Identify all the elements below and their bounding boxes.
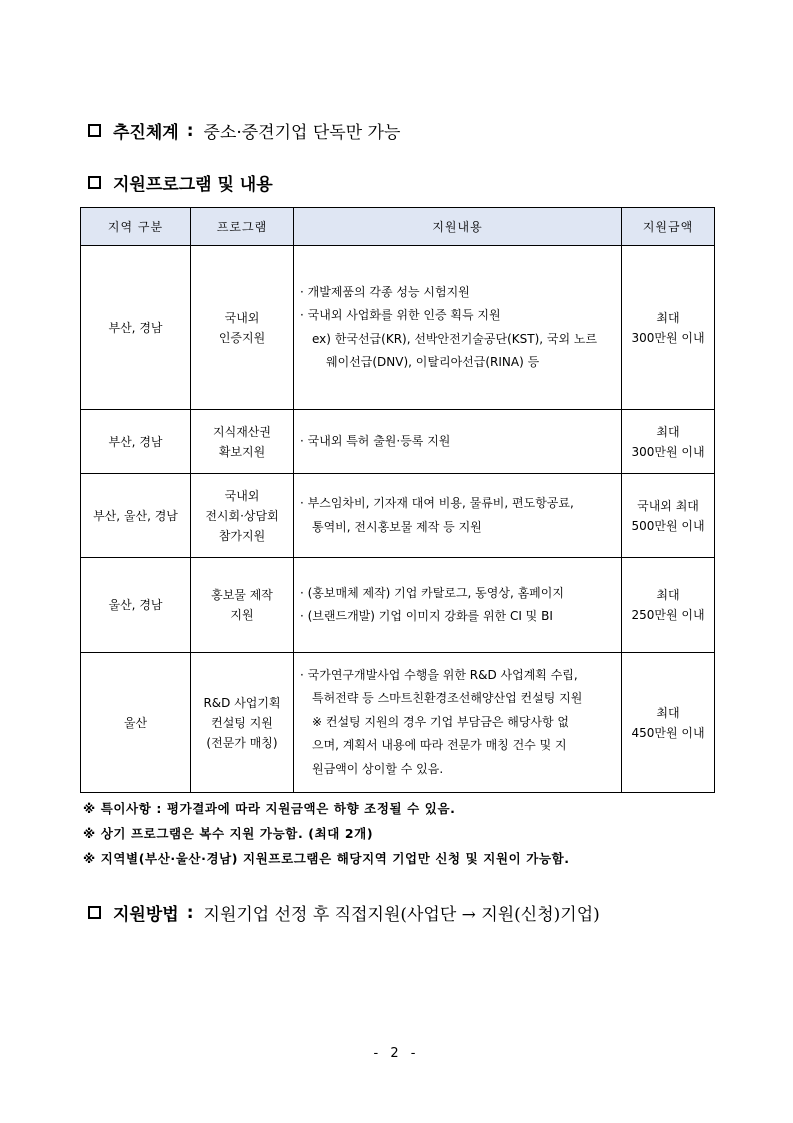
- header-amount: 지원금액: [622, 208, 715, 246]
- cell-program: [191, 474, 294, 558]
- checkbox-square-icon: [88, 906, 101, 919]
- amount-line: 최대: [656, 588, 680, 602]
- amount-line: 최대: [656, 424, 680, 439]
- cell-amount: [622, 653, 715, 793]
- table-row: [81, 558, 715, 653]
- table-row: [81, 410, 715, 474]
- amount-line: 250만원 이내: [631, 608, 705, 622]
- amount-line: 국내외 최대: [637, 498, 699, 513]
- content-line: · (브랜드개발) 기업 이미지 강화를 위한 CI 및 BI: [300, 609, 553, 623]
- note-regional: ※ 지역별(부산·울산·경남) 지원프로그램은 해당지역 기업만 신청 및 지원이 가능함.: [83, 851, 570, 866]
- program-line: 전시회·상담회: [205, 508, 279, 523]
- cell-region: 부산, 경남: [81, 410, 191, 474]
- header-region: 지역 구분: [81, 208, 191, 246]
- cell-amount: [622, 558, 715, 653]
- table-row: [81, 474, 715, 558]
- content-line: 웨이선급(DNV), 이탈리아선급(RINA) 등: [326, 355, 540, 369]
- checkbox-square-icon: [88, 124, 101, 137]
- content-line: · 국내외 사업화를 위한 인증 획득 지원: [300, 308, 501, 322]
- cell-content: [294, 558, 622, 653]
- content-line: 특허전략 등 스마트친환경조선해양산업 컨설팅 지원: [312, 691, 583, 706]
- program-line: 지식재산권: [213, 424, 271, 439]
- section-title: 지원프로그램 및 내용: [113, 175, 273, 195]
- section-value: 중소·중견기업 단독만 가능: [203, 123, 401, 143]
- note-special: ※ 특이사항 : 평가결과에 따라 지원금액은 하향 조정될 수 있음.: [83, 801, 456, 816]
- cell-content: [294, 653, 622, 793]
- program-line: 국내외: [224, 488, 260, 503]
- content-line: 으며, 계획서 내용에 따라 전문가 매칭 건수 및 지: [312, 738, 567, 753]
- content-line: · 국내외 특허 출원·등록 지원: [300, 433, 451, 448]
- amount-line: 300만원 이내: [631, 330, 705, 345]
- program-line: 인증지원: [218, 330, 266, 345]
- table-header-row: [81, 208, 715, 246]
- content-line: 원금액이 상이할 수 있음.: [312, 761, 444, 776]
- table-row: [81, 653, 715, 793]
- program-line: (전문가 매칭): [206, 735, 278, 750]
- cell-program: [191, 410, 294, 474]
- cell-program: [191, 653, 294, 793]
- amount-line: 450만원 이내: [631, 725, 705, 740]
- amount-line: 최대: [656, 705, 680, 720]
- section-promotion-system: [88, 118, 400, 143]
- section-support-method: [88, 900, 600, 925]
- section-title: 추진체계: [113, 123, 179, 143]
- cell-program: [191, 558, 294, 653]
- amount-line: 300만원 이내: [631, 444, 705, 459]
- cell-region: 부산, 울산, 경남: [81, 474, 191, 558]
- header-content: 지원내용: [294, 208, 622, 246]
- page-number: - 2 -: [373, 1046, 420, 1061]
- content-line: · 개발제품의 각종 성능 시험지원: [300, 284, 470, 299]
- amount-line: 500만원 이내: [631, 518, 705, 533]
- content-line: · 국가연구개발사업 수행을 위한 R&D 사업계획 수립,: [300, 667, 578, 682]
- table-row: [81, 246, 715, 410]
- cell-amount: [622, 410, 715, 474]
- cell-region: 울산, 경남: [81, 558, 191, 653]
- program-line: 참가지원: [218, 528, 266, 543]
- notes: [83, 796, 570, 871]
- cell-content: [294, 246, 622, 410]
- program-line: R&D 사업기획: [203, 695, 281, 710]
- content-line: 통역비, 전시홍보물 제작 등 지원: [312, 519, 482, 534]
- header-program: 프로그램: [191, 208, 294, 246]
- cell-amount: [622, 474, 715, 558]
- cell-program: [191, 246, 294, 410]
- section-program-content: [88, 170, 273, 195]
- cell-region: 부산, 경남: [81, 246, 191, 410]
- checkbox-square-icon: [88, 176, 101, 189]
- program-line: 지원: [230, 608, 254, 622]
- program-line: 확보지원: [218, 444, 266, 459]
- cell-amount: [622, 246, 715, 410]
- section-value: 지원기업 선정 후 직접지원(사업단 → 지원(신청)기업): [203, 905, 600, 925]
- cell-content: [294, 474, 622, 558]
- cell-region: 울산: [81, 653, 191, 793]
- cell-content: [294, 410, 622, 474]
- program-line: 홍보물 제작: [211, 588, 273, 602]
- program-line: 컨설팅 지원: [211, 715, 273, 730]
- content-line: ex) 한국선급(KR), 선박안전기술공단(KST), 국외 노르: [312, 331, 598, 346]
- section-colon: :: [186, 902, 194, 923]
- note-multiple: ※ 상기 프로그램은 복수 지원 가능함. (최대 2개): [83, 826, 374, 841]
- content-line: · (홍보매체 제작) 기업 카탈로그, 동영상, 홈페이지: [300, 585, 564, 600]
- program-line: 국내외: [224, 310, 260, 325]
- content-line: · 부스임차비, 기자재 대여 비용, 물류비, 편도항공료,: [300, 496, 574, 510]
- amount-line: 최대: [656, 310, 680, 325]
- program-table: [80, 207, 715, 793]
- content-line: ※ 컨설팅 지원의 경우 기업 부담금은 해당사항 없: [312, 714, 570, 729]
- section-colon: :: [186, 120, 194, 141]
- section-title: 지원방법: [113, 905, 179, 925]
